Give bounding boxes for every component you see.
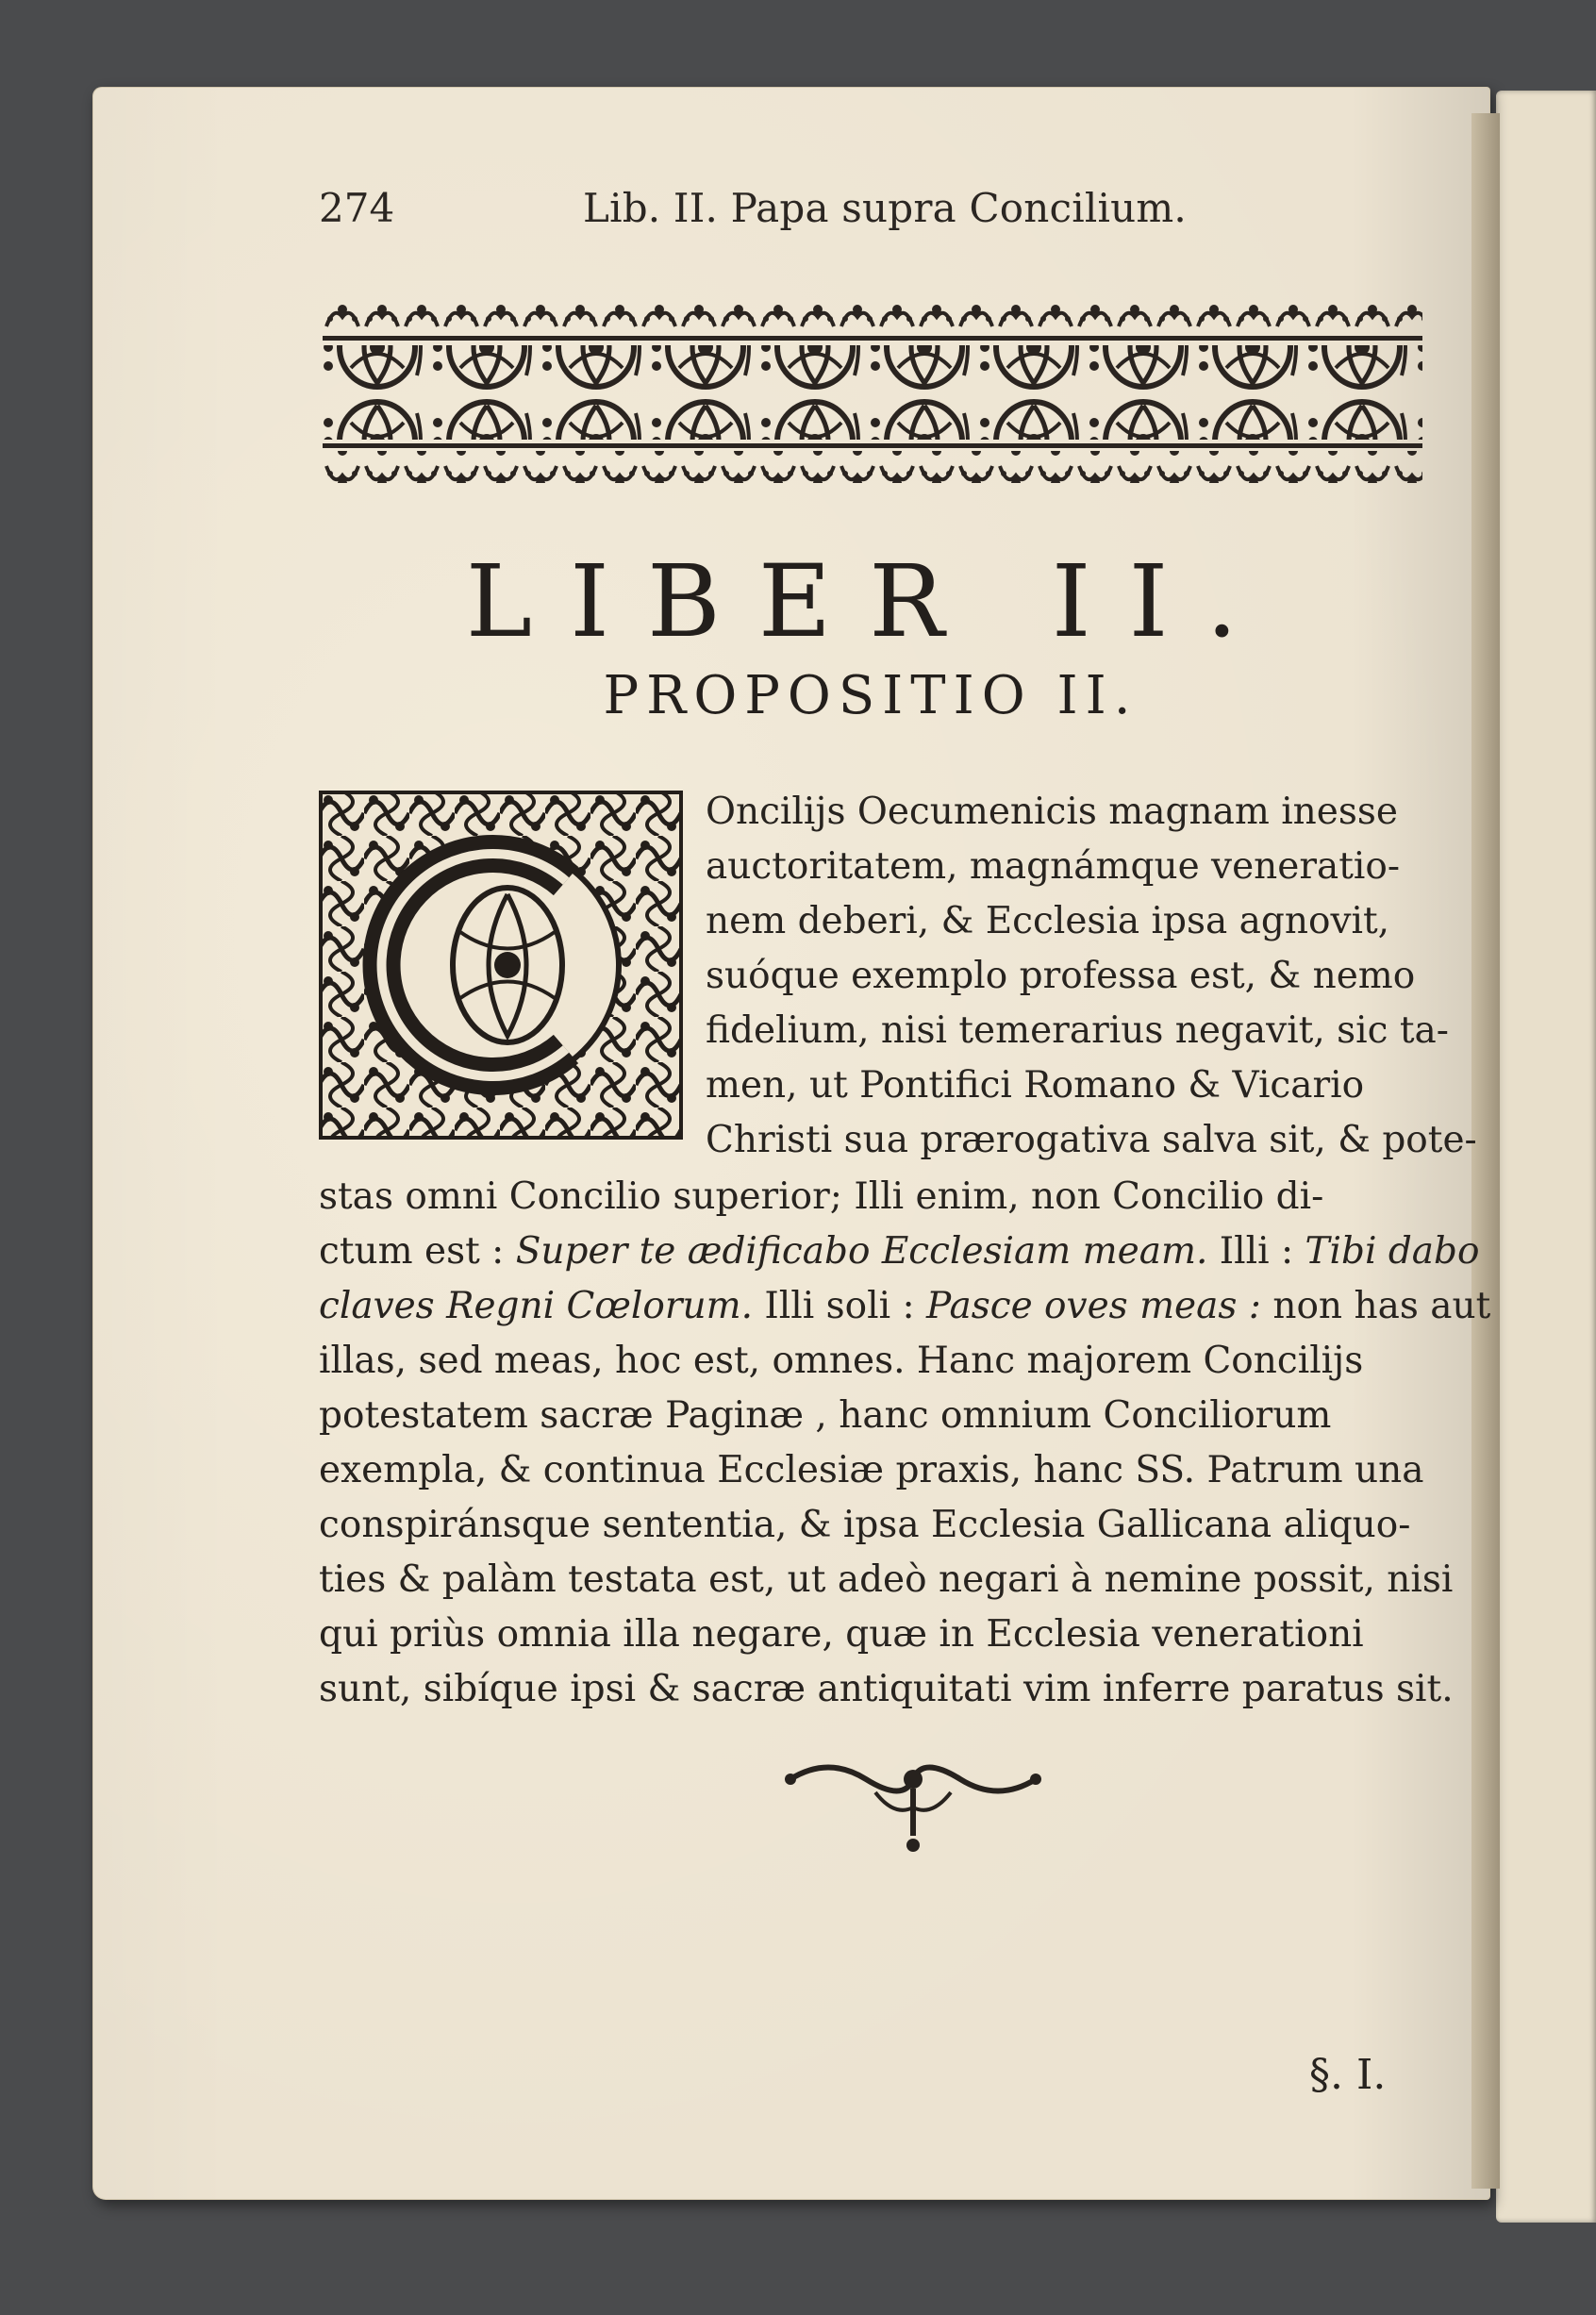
- body-line: sunt, sibíque ipsi & sacræ antiquitati vim inferre paratus sit.: [319, 1668, 1454, 1710]
- body-text-span: ctum est :: [319, 1230, 516, 1273]
- body-text-span: non has aut: [1260, 1285, 1491, 1327]
- body-text-span: Illi soli :: [752, 1285, 926, 1327]
- scripture-quote: Pasce oves meas :: [925, 1285, 1261, 1327]
- body-line: [319, 1279, 1490, 1334]
- facing-page-edge: [1496, 91, 1596, 2223]
- scripture-quote: Tibi dabo: [1305, 1230, 1480, 1273]
- body-line: conspiránsque sententia, & ipsa Ecclesia Gallicana aliquo-: [319, 1504, 1411, 1546]
- page-number: 274: [319, 185, 395, 231]
- body-line: fidelium, nisi temerarius negavit, sic ta-: [706, 1009, 1449, 1052]
- catchword: §. I.: [1309, 2051, 1387, 2099]
- tailpiece-ornament-icon: [772, 1751, 1055, 1864]
- body-line: nem deberi, & Ecclesia ipsa agnovit,: [706, 900, 1390, 942]
- body-line: ties & palàm testata est, ut adeò negari à nemine possit, nisi: [319, 1558, 1454, 1601]
- running-head: Lib. II. Papa supra Concilium.: [583, 185, 1187, 231]
- ornamental-initial-icon: [319, 791, 683, 1140]
- floral-headpiece-icon: [323, 300, 1422, 485]
- body-line: exempla, & continua Ecclesiæ praxis, hanc SS. Patrum una: [319, 1449, 1424, 1491]
- proposition-title: PROPOSITIO II.: [603, 665, 1139, 726]
- book-title: LIBER II.: [465, 543, 1276, 659]
- body-line: potestatem sacræ Paginæ , hanc omnium Conciliorum: [319, 1394, 1332, 1437]
- scripture-quote: Super te ædificabo Ecclesiam meam.: [515, 1230, 1208, 1273]
- body-line: qui priùs omnia illa negare, quæ in Ecclesia venerationi: [319, 1613, 1364, 1656]
- body-line: Christi sua prærogativa salva sit, & pote-: [706, 1119, 1477, 1161]
- body-text-span: Illi :: [1207, 1230, 1305, 1273]
- body-line: illas, sed meas, hoc est, omnes. Hanc majorem Concilijs: [319, 1340, 1364, 1382]
- body-line: stas omni Concilio superior; Illi enim, non Concilio di-: [319, 1175, 1324, 1218]
- body-line: [319, 1224, 1480, 1279]
- page-header: [319, 185, 1422, 251]
- body-line: Oncilijs Oecumenicis magnam inesse: [706, 791, 1398, 833]
- body-line: auctoritatem, magnámque veneratio-: [706, 845, 1401, 888]
- body-line: suóque exemplo professa est, & nemo: [706, 955, 1416, 997]
- scripture-quote: claves Regni Cœlorum.: [319, 1285, 753, 1327]
- body-line: men, ut Pontifici Romano & Vicario: [706, 1064, 1365, 1107]
